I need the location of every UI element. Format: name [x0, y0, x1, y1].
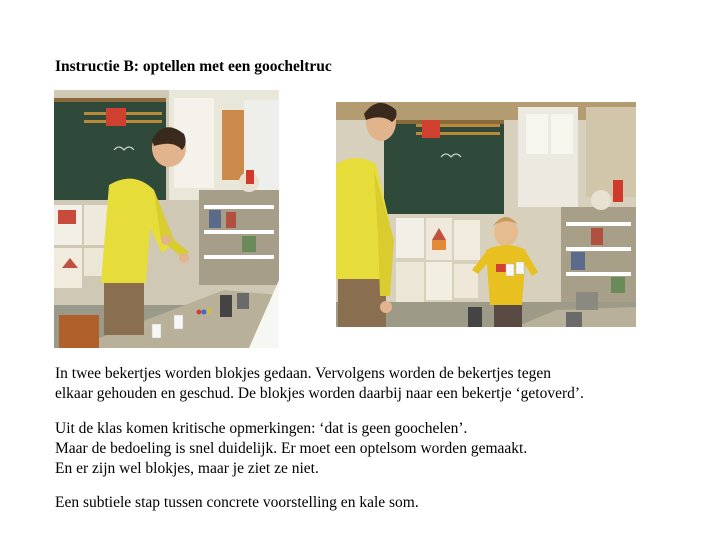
classroom-photo-teacher-at-table [54, 90, 279, 348]
paragraph-intro [55, 364, 705, 404]
page-title: Instructie B: optellen met een goocheltruc [55, 58, 332, 75]
classroom-photo-teacher-with-child [336, 102, 636, 327]
text-line: In twee bekertjes worden blokjes gedaan. Vervolgens worden de bekertjes tegen [55, 365, 551, 382]
text-line: Een subtiele stap tussen concrete voorstelling en kale som. [55, 494, 419, 511]
paragraph-reactions [55, 419, 705, 479]
text-line: elkaar gehouden en geschud. De blokjes worden daarbij naar een bekertje ‘getoverd’. [55, 385, 584, 402]
text-line: En er zijn wel blokjes, maar je ziet ze niet. [55, 460, 319, 477]
text-line: Maar de bedoeling is snel duidelijk. Er moet een optelsom worden gemaakt. [55, 440, 528, 457]
paragraph-conclusion [55, 493, 705, 513]
text-line: Uit de klas komen kritische opmerkingen: ‘dat is geen goochelen’. [55, 420, 468, 437]
